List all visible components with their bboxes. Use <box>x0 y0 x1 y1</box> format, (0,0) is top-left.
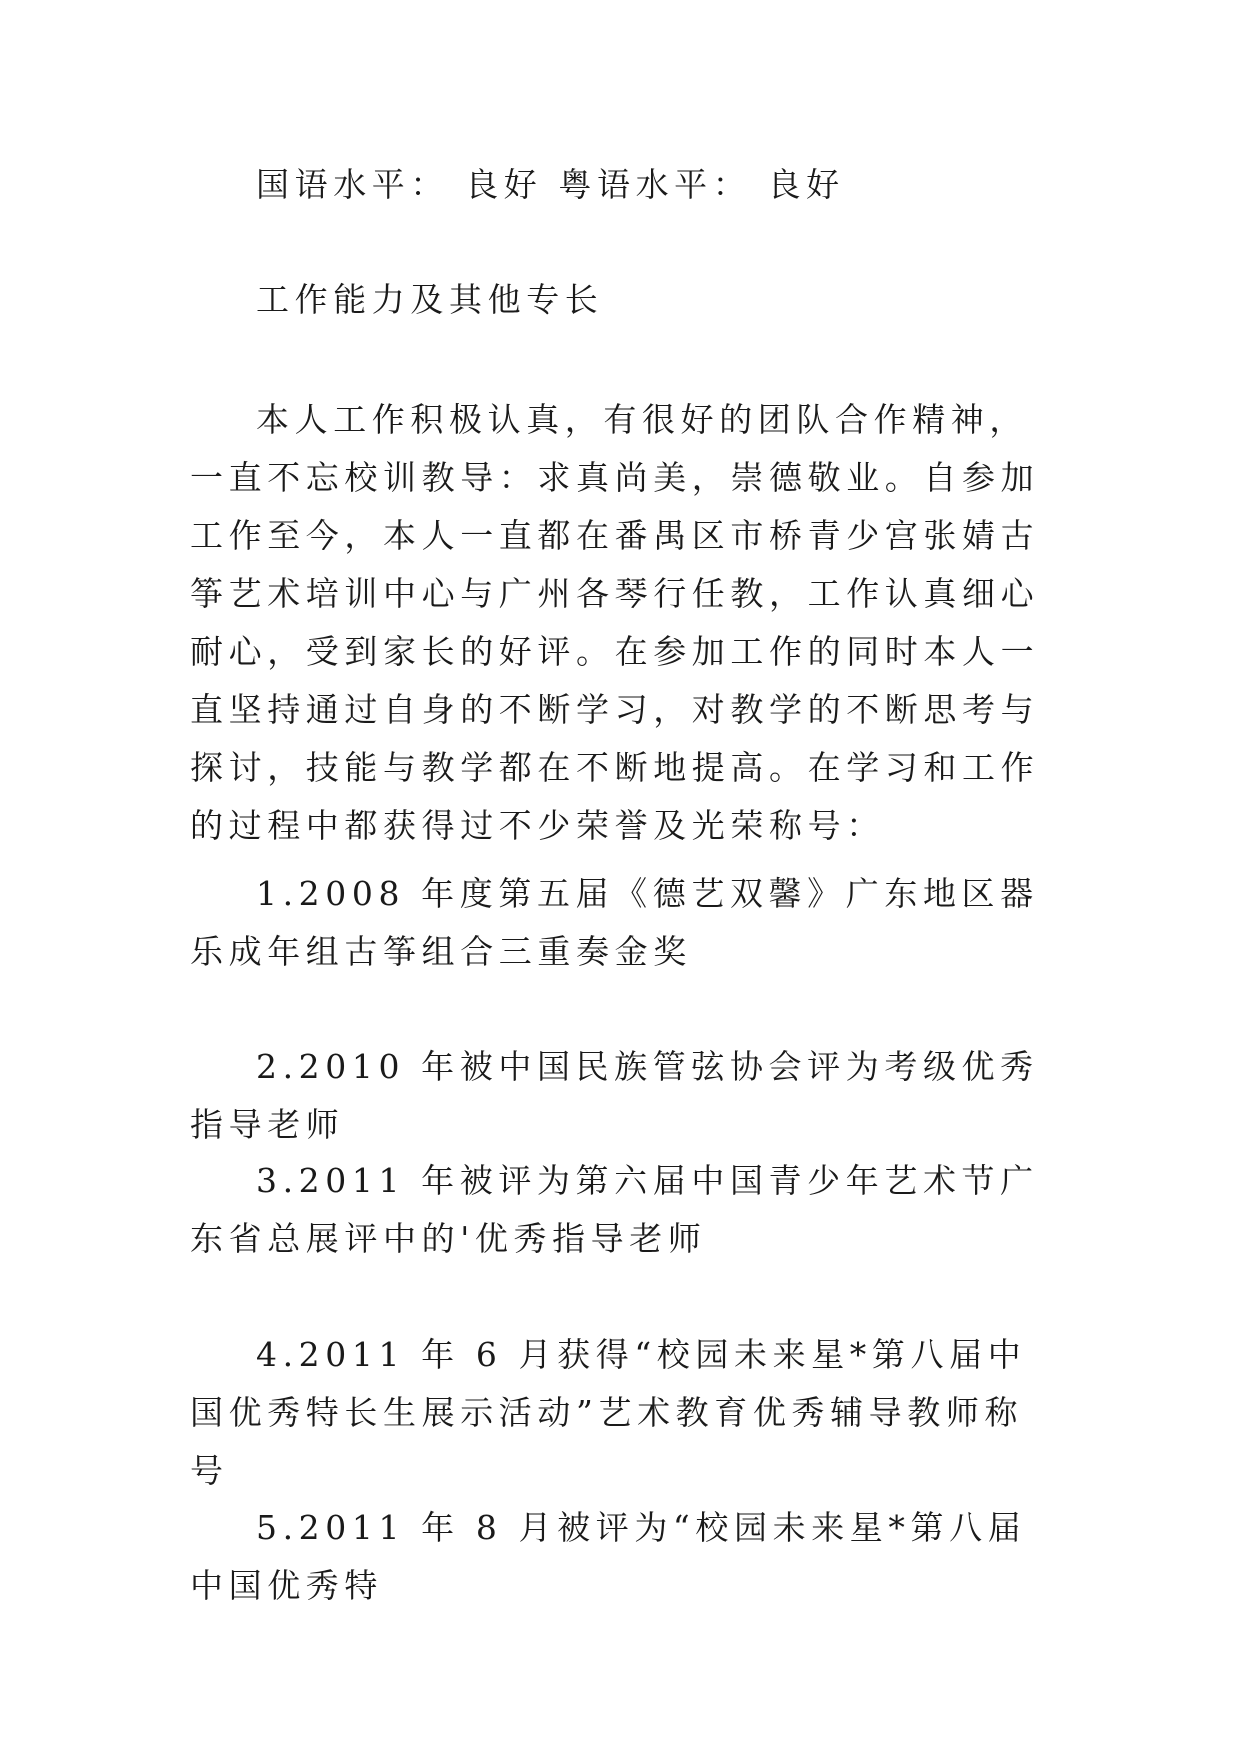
intro-paragraph: 本人工作积极认真，有很好的团队合作精神，一直不忘校训教导：求真尚美，崇德敬业。自参加工作至今，本人一直都在番禺区市桥青少宫张婧古筝艺术培训中心与广州各琴行任教，工作认真细心耐心，受到家长的好评。在参加工作的同时本人一直坚持通过自身的不断学习，对教学的不断思考与探讨，技能与教学都在不断地提高。在学习和工作的过程中都获得过不少荣誉及光荣称号： <box>190 400 1040 845</box>
award-item: 1.2008 年度第五届《德艺双馨》广东地区器乐成年组古筝组合三重奏金奖 <box>190 874 1039 971</box>
award-item: 2.2010 年被中国民族管弦协会评为考级优秀指导老师 <box>190 1047 1039 1144</box>
award-item: 5.2011 年 8 月被评为“校园未来星*第八届中国优秀特 <box>190 1508 1027 1605</box>
award-item: 4.2011 年 6 月获得“校园未来星*第八届中国优秀特长生展示活动”艺术教育优秀辅导教师称号 <box>190 1335 1027 1490</box>
language-level-line: 国语水平： 良好 粤语水平： 良好 <box>256 165 845 204</box>
section-heading: 工作能力及其他专长 <box>256 280 604 319</box>
award-item: 3.2011 年被评为第六届中国青少年艺术节广东省总展评中的'优秀指导老师 <box>190 1161 1039 1258</box>
